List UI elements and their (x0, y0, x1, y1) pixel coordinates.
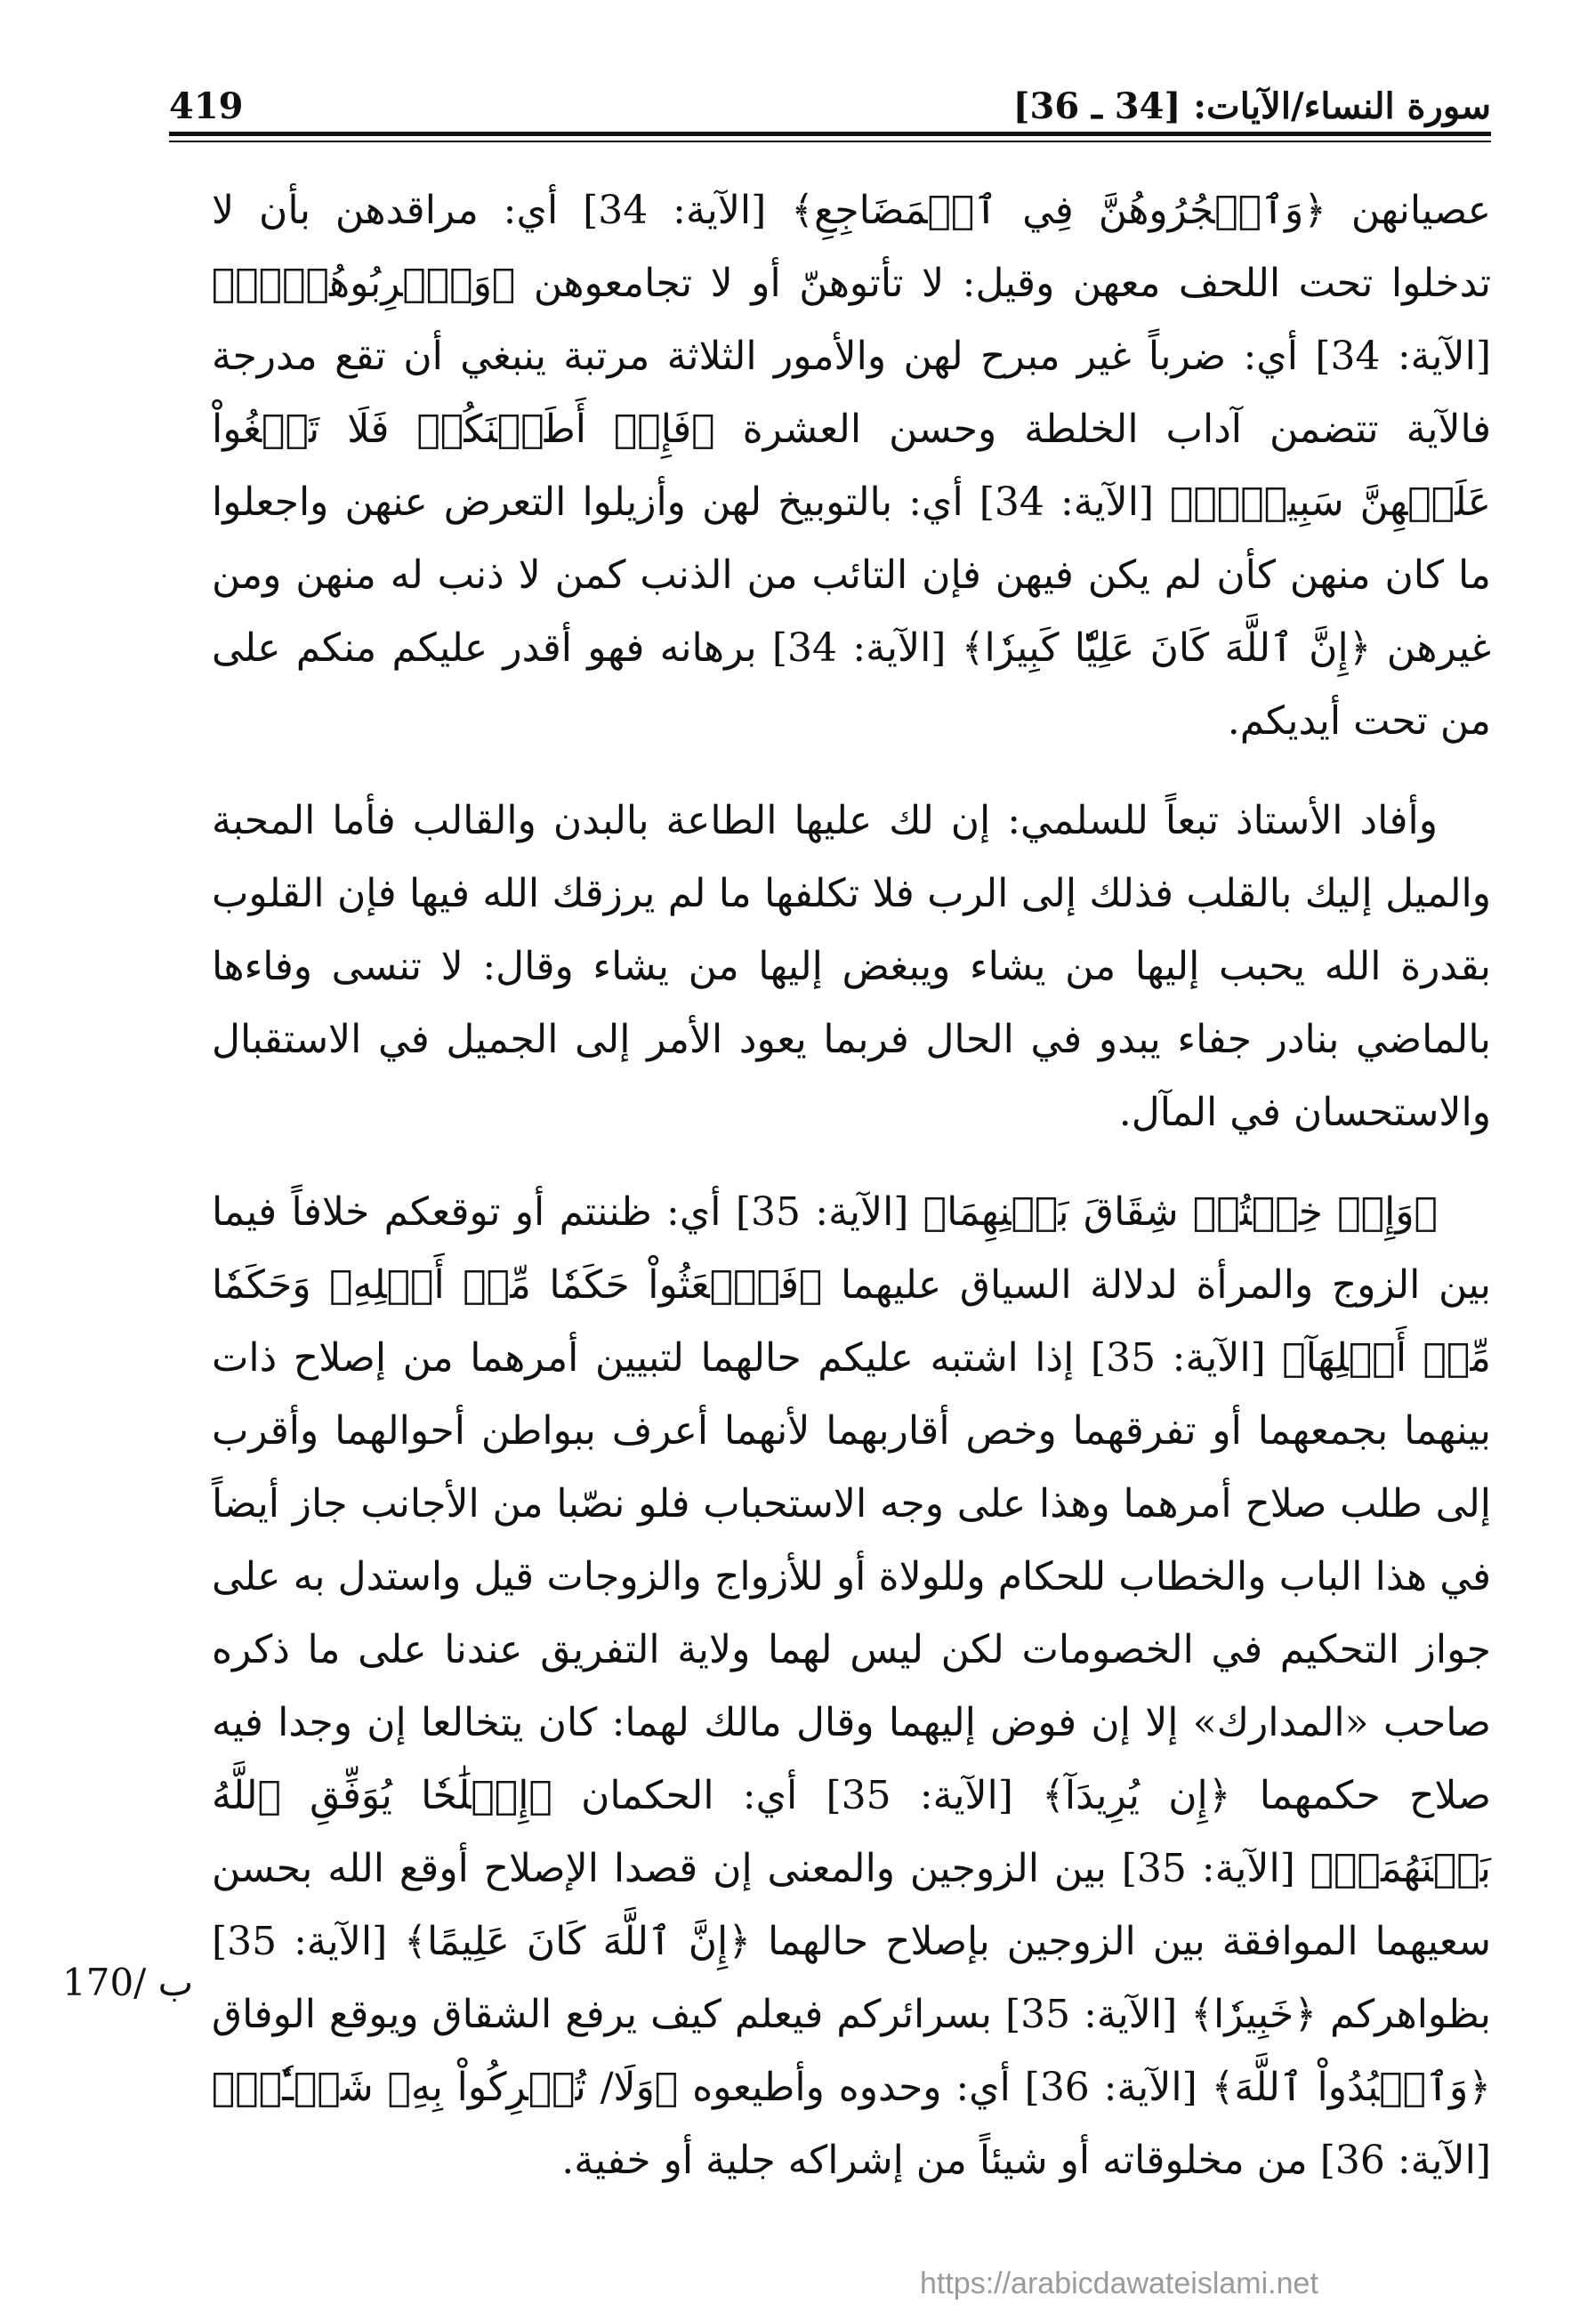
running-title: سورة النساء/الآيات: [34 ـ 36] (1012, 85, 1491, 127)
paragraph-3: ﴿وَإِنۡ خِفۡتُمۡ شِقَاقَ بَيۡنِهِمَا﴾ [الآية: 35] أي: ظننتم أو توقعكم خلافاً فيما بين الزوج والمرأة لدلالة السياق عليهما ﴿فَٱبۡعَثُواْ حَكَمٗا مِّنۡ أَهۡلِهِۦ وَحَكَمٗا مِّنۡ أَهۡلِهَآ﴾ [الآية: 35] إذا اشتبه عليكم حالهما لتبيين أمرهما من إصلاح ذات بينهما بجمعهما أو تفرقهما وخص أقاربهما لأنهما أعرف ببواطن أحوالهما وأقرب إلى طلب صلاح أمرهما وهذا على وجه الاستحباب فلو نصّبا من الأجانب جاز أيضاً في هذا الباب والخطاب للحكام وللولاة أو للأزواج والزوجات قيل واستدل به على جواز التحكيم في الخصومات لكن ليس لهما ولاية التفريق عندنا على ما ذكره صاحب «المدارك» إلا إن فوض إليهما وقال مالك لهما: كان يتخالعا إن وجدا فيه صلاح حكمهما ﴿إِن يُرِيدَآ﴾ [الآية: 35] أي: الحكمان ﴿إِصۡلَٰحٗا يُوَفِّقِ ٱللَّهُ بَيۡنَهُمَآۗ﴾ [الآية: 35] بين الزوجين والمعنى إن قصدا الإصلاح أوقع الله بحسن سعيهما الموافقة بين الزوجين بإصلاح حالهما ﴿إِنَّ ٱللَّهَ كَانَ عَلِيمًا﴾ [الآية: 35] بظواهركم ﴿خَبِيرٗا﴾ [الآية: 35] بسرائركم فيعلم كيف يرفع الشقاق ويوقع الوفاق ﴿وَٱعۡبُدُواْ ٱللَّهَ﴾ [الآية: 36] أي: وحدوه وأطيعوه ﴿وَلَا/ تُشۡرِكُواْ بِهِۦ شَيۡـٔٗاۖ﴾ [الآية: 36] من مخلوقاته أو شيئاً من إشراكه جلية أو خفية. (212, 1189, 1492, 2183)
paragraph-1: عصيانهن ﴿وَٱهۡجُرُوهُنَّ فِي ٱلۡمَضَاجِعِ﴾ [الآية: 34] أي: مراقدهن بأن لا تدخلوا تحت اللحف معهن وقيل: لا تأتوهنّ أو لا تجامعوهن ﴿وَٱضۡرِبُوهُنَّۖ﴾ [الآية: 34] أي: ضرباً غير مبرح لهن والأمور الثلاثة مرتبة ينبغي أن تقع مدرجة فالآية تتضمن آداب الخلطة وحسن العشرة ﴿فَإِنۡ أَطَعۡنَكُمۡ فَلَا تَبۡغُواْ عَلَيۡهِنَّ سَبِيلًاۗ﴾ [الآية: 34] أي: بالتوبيخ لهن وأزيلوا التعرض عنهن واجعلوا ما كان منهن كأن لم يكن فيهن فإن التائب من الذنب كمن لا ذنب له منهن ومن غيرهن ﴿إِنَّ ٱللَّهَ كَانَ عَلِيّٗا كَبِيرٗا﴾ [الآية: 34] برهانه فهو أقدر عليكم منكم على من تحت أيديكم. (212, 188, 1492, 744)
manuscript-folio-note: 170/ ب (62, 1961, 194, 2004)
page-number: 419 (169, 85, 244, 127)
paragraph-2: وأفاد الأستاذ تبعاً للسلمي: إن لك عليها الطاعة بالبدن والقالب فأما المحبة والميل إليك بالقلب فذلك إلى الرب فلا تكلفها ما لم يرزقك الله فيها فإن القلوب بقدرة الله يحبب إليها من يشاء ويبغض إليها من يشاء وقال: لا تنسى وفاءها بالماضي بنادر جفاء يبدو في الحال فربما يعود الأمر إلى الجميل في الاستقبال والاستحسان في المآل. (212, 798, 1492, 1135)
header-rule-thin (169, 141, 1491, 142)
page-header (169, 77, 1491, 130)
body-text (212, 174, 1491, 2197)
header-rule-thick (169, 132, 1491, 136)
watermark-url: https://arabicdawateislami.net (920, 2267, 1318, 2300)
